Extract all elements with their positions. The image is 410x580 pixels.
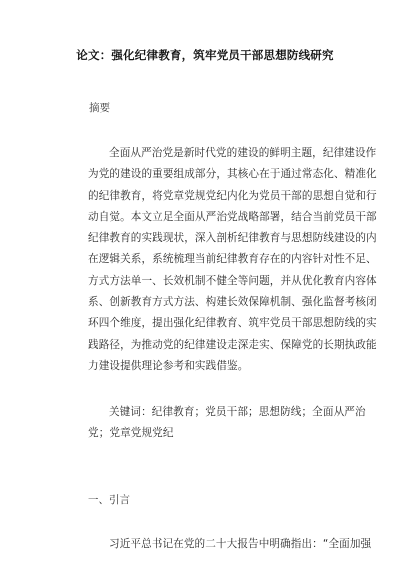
- keywords-line: 党；党章党规党纪: [88, 427, 174, 440]
- abstract-line: 在逻辑关系，系统梳理当前纪律教育存在的内容针对性不足、: [88, 253, 377, 266]
- abstract-line: 环四个维度，提出强化纪律教育、筑牢党员干部思想防线的实: [88, 317, 377, 330]
- abstract-line: 践路径，为推动党的纪律建设走深走实、保障党的长期执政能: [88, 338, 377, 351]
- abstract-paragraph: [88, 143, 377, 377]
- abstract-line: 系、创新教育方式方法、构建长效保障机制、强化监督考核闭: [88, 296, 377, 309]
- abstract-line: 动自觉。本文立足全面从严治党战略部署，结合当前党员干部: [88, 210, 377, 223]
- abstract-line: 为党的建设的重要组成部分，其核心在于通过常态化、精准化: [88, 168, 377, 181]
- abstract-line: 纪律教育的实践现状，深入剖析纪律教育与思想防线建设的内: [88, 232, 377, 245]
- abstract-line: 力建设提供理论参考和实践借鉴。: [88, 359, 249, 372]
- intro-paragraph: [88, 534, 372, 555]
- document-title: 论文：强化纪律教育，筑牢党员干部思想防线研究: [76, 48, 334, 62]
- keywords-line: 关键词：纪律教育；党员干部；思想防线；全面从严治: [109, 406, 366, 418]
- abstract-heading: 摘要: [89, 102, 110, 114]
- abstract-line: 的纪律教育，将党章党规党纪内化为党员干部的思想自觉和行: [88, 189, 377, 202]
- abstract-line: 方式方法单一、长效机制不健全等问题，并从优化教育内容体: [88, 274, 377, 287]
- intro-line: 习近平总书记在党的二十大报告中明确指出：“全面加强: [109, 538, 372, 550]
- intro-heading: 一、引言: [88, 494, 130, 506]
- keywords-paragraph: [88, 402, 366, 445]
- abstract-line: 全面从严治党是新时代党的建设的鲜明主题，纪律建设作: [109, 147, 377, 159]
